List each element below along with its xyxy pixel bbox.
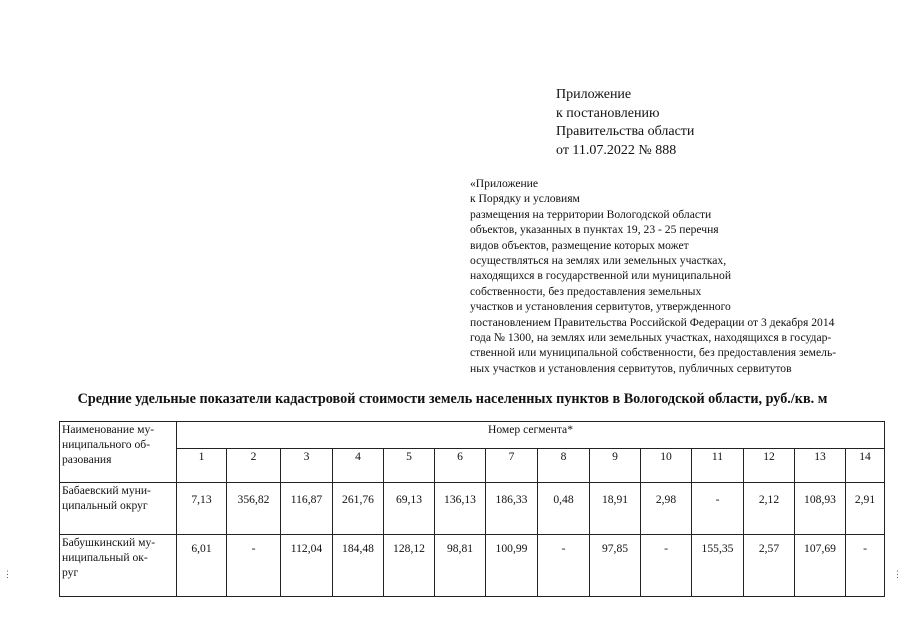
approval-line: Правительства области [556, 124, 695, 139]
municipality-name-line: ципальный округ [62, 499, 148, 512]
column-header-segment-number: Номер сегмента* [177, 422, 885, 449]
segment-number-cell: 6 [435, 449, 486, 483]
value-cell: 2,98 [641, 483, 692, 535]
segment-number-cell: 10 [641, 449, 692, 483]
municipality-name-line: руг [62, 566, 79, 579]
municipality-name-cell [60, 483, 177, 535]
scan-edge-mark-right: ⋮ [893, 569, 902, 579]
value-cell: 155,35 [692, 535, 744, 597]
value-cell: 69,13 [384, 483, 435, 535]
value-cell: 0,48 [538, 483, 590, 535]
municipality-name-line: Бабаевский муни- [62, 484, 151, 497]
order-line: находящихся в государственной или муниципальной [470, 269, 732, 283]
approval-line: Приложение [556, 87, 632, 102]
value-cell: 116,87 [281, 483, 333, 535]
segment-number-cell: 13 [795, 449, 846, 483]
segment-number-cell: 1 [177, 449, 227, 483]
header-text-line: Наименование му- [62, 423, 155, 436]
order-line: видов объектов, размещение которых может [470, 238, 689, 252]
value-cell: 2,12 [744, 483, 795, 535]
cadastral-value-table [59, 421, 885, 597]
municipality-name-line: Бабушкинский му- [62, 536, 156, 549]
value-cell: 97,85 [590, 535, 641, 597]
order-line: «Приложение [470, 177, 539, 190]
segment-number-cell: 3 [281, 449, 333, 483]
value-cell: 112,04 [281, 535, 333, 597]
segment-number-cell: 4 [333, 449, 384, 483]
order-line: постановлением Правительства Российской Федерации от 3 декабря 2014 [470, 315, 835, 329]
value-cell: - [641, 535, 692, 597]
segment-number-cell: 7 [486, 449, 538, 483]
value-cell: 2,57 [744, 535, 795, 597]
segment-number-cell: 2 [227, 449, 281, 483]
segment-numbers-row [60, 449, 885, 483]
value-cell: 136,13 [435, 483, 486, 535]
municipality-name-cell [60, 535, 177, 597]
value-cell: - [227, 535, 281, 597]
value-cell: 6,01 [177, 535, 227, 597]
value-cell: - [692, 483, 744, 535]
column-header-municipality [60, 422, 177, 483]
value-cell: 7,13 [177, 483, 227, 535]
segment-number-cell: 11 [692, 449, 744, 483]
table-header-row [60, 422, 885, 449]
order-line: к Порядку и условиям [470, 192, 580, 206]
value-cell: 261,76 [333, 483, 384, 535]
order-line: осуществляться на землях или земельных участках, [470, 254, 727, 268]
value-cell: 2,91 [846, 483, 885, 535]
segment-number-cell: 8 [538, 449, 590, 483]
segment-number-cell: 9 [590, 449, 641, 483]
value-cell: - [538, 535, 590, 597]
scan-edge-mark-left: ⋮ [3, 569, 12, 579]
order-reference-block [470, 176, 890, 376]
segment-number-cell: 14 [846, 449, 885, 483]
value-cell: 18,91 [590, 483, 641, 535]
table-row [60, 535, 885, 597]
order-line: размещения на территории Вологодской области [470, 207, 712, 221]
table-row [60, 483, 885, 535]
value-cell: 186,33 [486, 483, 538, 535]
value-cell: 98,81 [435, 535, 486, 597]
municipality-name-line: ниципальный ок- [62, 551, 148, 564]
approval-line: от 11.07.2022 № 888 [556, 142, 677, 158]
value-cell: 128,12 [384, 535, 435, 597]
value-cell: 184,48 [333, 535, 384, 597]
document-title: Средние удельные показатели кадастровой стоимости земель населенных пунктов в Вологодской области, руб./кв. м [77, 391, 828, 407]
header-text-line: ниципального об- [62, 438, 151, 451]
order-line: ственной или муниципальной собственности, без предоставления земель- [470, 346, 837, 360]
order-line: участков и установления сервитутов, утвержденного [470, 300, 731, 314]
order-line: года № 1300, на землях или земельных участках, находящихся в государ- [470, 331, 832, 345]
order-line: собственности, без предоставления земельных [470, 284, 702, 298]
approval-line: к постановлению [556, 105, 660, 121]
value-cell: - [846, 535, 885, 597]
value-cell: 356,82 [227, 483, 281, 535]
header-text-line: разования [62, 453, 112, 466]
value-cell: 107,69 [795, 535, 846, 597]
segment-number-cell: 5 [384, 449, 435, 483]
order-line: объектов, указанных в пунктах 19, 23 - 25 перечня [470, 223, 719, 237]
approval-block [556, 86, 694, 160]
order-line: ных участков и установления сервитутов, публичных сервитутов [470, 361, 792, 375]
value-cell: 108,93 [795, 483, 846, 535]
segment-number-cell: 12 [744, 449, 795, 483]
value-cell: 100,99 [486, 535, 538, 597]
